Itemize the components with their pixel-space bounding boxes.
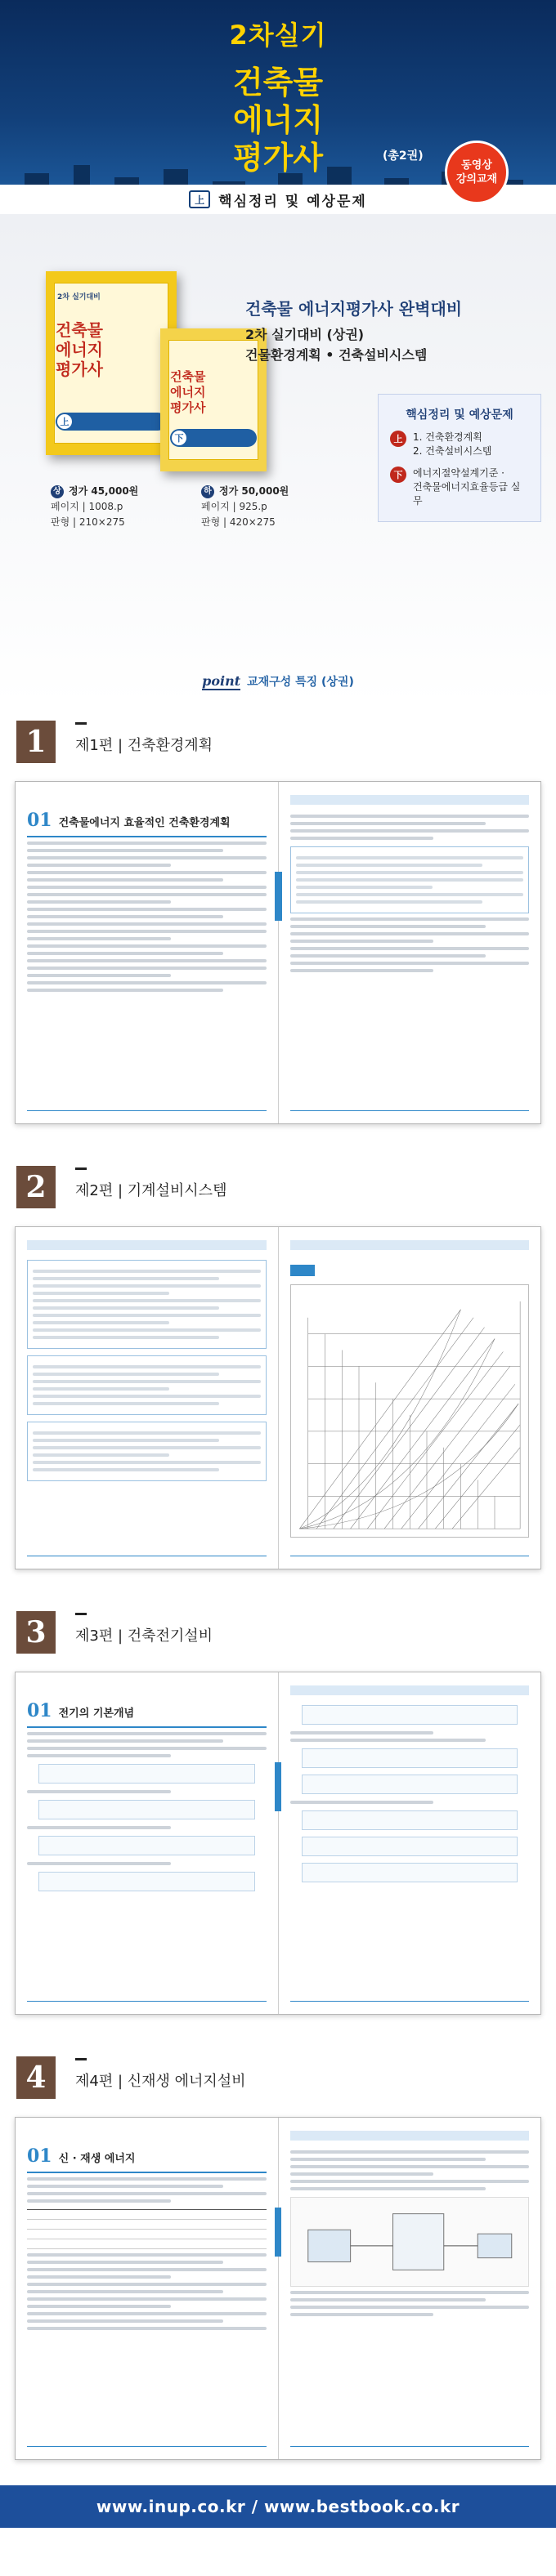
video-badge-line-2: 강의교재 bbox=[455, 173, 498, 185]
sample-page-right bbox=[279, 1672, 541, 2014]
section-number: 01 bbox=[27, 810, 52, 831]
title-line-2: 에너지 bbox=[232, 102, 324, 138]
product-headline: 건축물 에너지평가사 완벽대비 bbox=[245, 299, 463, 319]
volume-1-tag-icon: 上 bbox=[390, 431, 406, 447]
chapter-2-section bbox=[0, 1150, 556, 1595]
sample-page-left bbox=[16, 782, 279, 1123]
sample-page-spread bbox=[15, 781, 541, 1124]
chapter-4-section bbox=[0, 2040, 556, 2485]
chapter-title: 제4편 | 신재생 에너지설비 bbox=[75, 2073, 246, 2090]
title-line-1: 건축물 bbox=[232, 65, 324, 100]
point-word: point bbox=[202, 672, 241, 689]
sample-page-right bbox=[279, 1227, 541, 1569]
video-badge-line-1: 동영상 bbox=[461, 159, 492, 172]
volume-note: (총2권) bbox=[383, 150, 424, 163]
chapter-number-box: 4 bbox=[16, 2056, 56, 2099]
product-subline-2: 건물환경계획 • 건축설비시스템 bbox=[245, 347, 428, 363]
contents-box bbox=[378, 394, 541, 522]
sample-page-left bbox=[16, 2118, 279, 2459]
site-url-footer[interactable]: www.inup.co.kr / www.bestbook.co.kr bbox=[0, 2485, 556, 2528]
system-diagram-graphic bbox=[290, 2197, 530, 2287]
sample-page-right bbox=[279, 2118, 541, 2459]
hero-banner bbox=[0, 0, 556, 214]
book2-badge-icon: 下 bbox=[172, 431, 186, 445]
book1-badge-icon: 上 bbox=[57, 414, 72, 429]
product-section bbox=[0, 214, 556, 704]
contents-item-volume-1: 上 1. 건축환경계획 2. 건축설비시스템 bbox=[390, 431, 529, 458]
point-heading bbox=[0, 672, 556, 691]
contents-item-volume-2: 下 에너지절약설계기준 · 건축물에너지효율등급 실무 bbox=[390, 467, 529, 508]
sample-page-spread bbox=[15, 2117, 541, 2460]
chapter-number-box: 2 bbox=[16, 1166, 56, 1208]
chapter-number-box: 1 bbox=[16, 721, 56, 763]
chapter-title: 제2편 | 기계설비시스템 bbox=[75, 1182, 227, 1199]
section-number: 01 bbox=[27, 1700, 52, 1721]
price-info-volume-2: 하 정가 50,000원 페이지 | 925.p 판형 | 420×275 bbox=[201, 485, 289, 528]
psychrometric-chart-graphic bbox=[290, 1284, 530, 1538]
book1-title: 건축물 에너지 평가사 bbox=[56, 320, 103, 379]
subtitle: 핵심정리 및 예상문제 bbox=[218, 193, 367, 210]
chapter-number-box: 3 bbox=[16, 1611, 56, 1654]
volume-tag-icon: 하 bbox=[201, 485, 214, 498]
exam-label: 2차실기 bbox=[229, 20, 327, 51]
point-text: 교재구성 특징 (상권) bbox=[247, 676, 354, 689]
chapter-1-section bbox=[0, 704, 556, 1150]
section-number: 01 bbox=[27, 2145, 52, 2167]
section-title: 신 · 재생 에너지 bbox=[58, 2153, 136, 2165]
chapter-3-section bbox=[0, 1595, 556, 2040]
book-cover-volume-1 bbox=[46, 271, 177, 455]
publisher-logo-icon: 上 bbox=[189, 190, 210, 208]
chapter-title: 제1편 | 건축환경계획 bbox=[75, 737, 213, 754]
sample-page-right bbox=[279, 782, 541, 1123]
title-line-3: 평가사 bbox=[232, 140, 324, 176]
video-lecture-badge bbox=[445, 141, 509, 204]
book2-title: 건축물 에너지 평가사 bbox=[170, 369, 206, 415]
section-title: 전기의 기본개념 bbox=[58, 1708, 135, 1720]
chapter-title: 제3편 | 건축전기설비 bbox=[75, 1627, 213, 1645]
volume-2-tag-icon: 下 bbox=[390, 467, 406, 483]
section-title: 건축물에너지 효율적인 건축환경계획 bbox=[58, 817, 231, 829]
sample-page-left bbox=[16, 1672, 279, 2014]
book1-series: 2차 실기대비 bbox=[57, 293, 101, 301]
sample-page-spread bbox=[15, 1226, 541, 1569]
product-subline-1: 2차 실기대비 (상권) bbox=[245, 327, 365, 342]
sample-page-spread bbox=[15, 1672, 541, 2015]
volume-tag-icon: 상 bbox=[51, 485, 64, 498]
contents-box-title: 핵심정리 및 예상문제 bbox=[406, 408, 513, 422]
price-info-volume-1: 상 정가 45,000원 페이지 | 1008.p 판형 | 210×275 bbox=[51, 485, 139, 528]
sample-page-left bbox=[16, 1227, 279, 1569]
